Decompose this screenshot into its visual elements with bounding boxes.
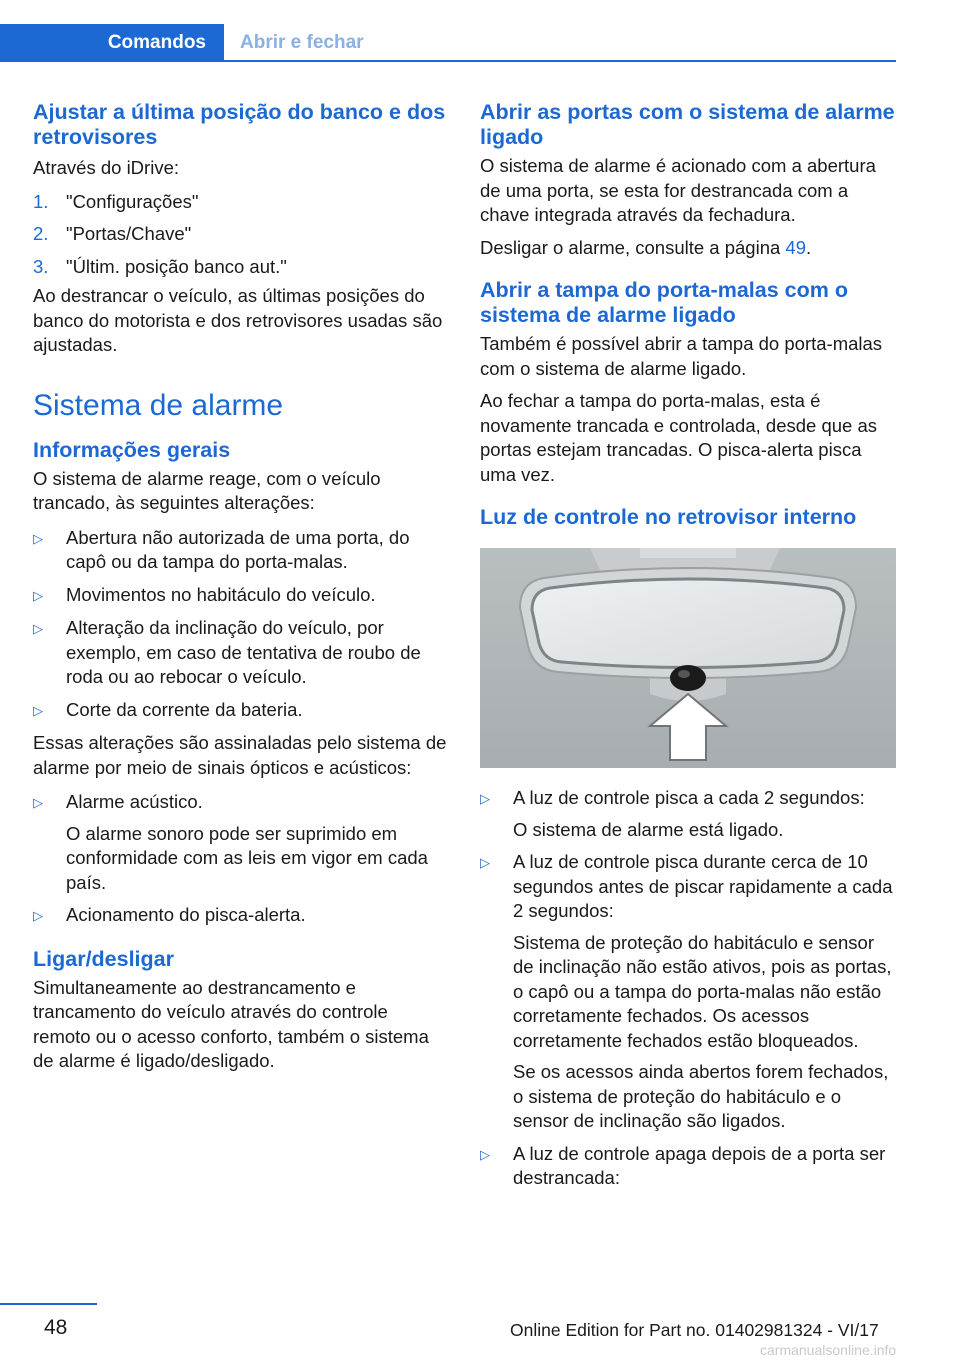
list-item: 3. "Últim. posição banco aut." [33,255,287,277]
right-column [480,100,896,1199]
heading-ligar-desligar: Ligar/desligar [33,946,174,971]
list-item: ▷ Movimentos no habitáculo do veículo. [33,583,449,617]
rearview-mirror-figure [480,548,896,768]
heading-luz-de-controle: Luz de controle no retrovisor interno [480,505,857,529]
list-item: 2. "Portas/Chave" [33,223,192,244]
header-rule [224,60,896,62]
triangle-bullet-icon: ▷ [480,855,490,870]
triangle-bullet-icon: ▷ [33,587,43,603]
para-fechar: Ao fechar a tampa do porta-malas, esta é novamente trancada e controlada, desde que as portas estejam trancadas. O pisca-alerta pisca uma vez. [480,390,878,485]
list-item: ▷ Alteração da inclinação do veículo, por exemplo, em caso de tentativa de roubo de roda ou ao rebocar o veículo. [33,616,449,698]
para-ligar: Simultaneamente ao destrancamento e trancamento do veículo através do controle remoto ou o acesso conforto, também o sistema de alarme é ligado/desligado. [33,976,429,1071]
heading-ajustar: Ajustar a última posição do banco e dos retrovisores [33,100,446,149]
triangle-bullet-icon: ▷ [33,621,43,636]
tab-abrir-e-fechar: Abrir e fechar [240,32,364,53]
footer-rule [0,1303,97,1305]
para-destrancar: Ao destrancar o veículo, as últimas posições do banco do motorista e dos retrovisores usadas são ajustadas. [33,285,443,355]
para-desligar: Desligar o alarme, consulte a página 49. [480,236,812,258]
list-item: ▷ Corte da corrente da bateria. [33,698,449,732]
triangle-bullet-icon: ▷ [480,791,490,806]
para-idrive: Através do iDrive: [33,157,179,178]
heading-tampa-porta-malas: Abrir a tampa do porta-malas com o sistema de alarme ligado [480,278,848,327]
left-column [33,100,449,1074]
para-assinaladas: Essas alterações são assinaladas pelo sistema de alarme por meio de sinais ópticos e acústicos: [33,732,447,778]
page-number: 48 [44,1316,68,1339]
bullets-sinais [33,790,449,937]
watermark: carmanualsonline.info [760,1342,897,1358]
edition-text: Online Edition for Part no. 01402981324 - VI/17 [510,1320,879,1340]
tab-comandos: Comandos [0,24,224,62]
heading-informacoes-gerais: Informações gerais [33,437,231,462]
bullets-alteracoes [33,526,449,732]
triangle-bullet-icon: ▷ [33,908,43,923]
list-item: ▷ Acionamento do pisca-alerta. [33,903,449,937]
page-link-49[interactable]: 49 [785,236,806,258]
para-acionado: O sistema de alarme é acionado com a abertura de uma porta, se esta for destrancada com a chave integrada através da fechadura. [480,155,876,225]
para-reage: O sistema de alarme reage, com o veículo trancado, às seguintes alterações: [33,467,381,513]
bullets-luz-controle [480,786,896,1199]
list-item: ▷ Abertura não autorizada de uma porta, do capô ou da tampa do porta-malas. [33,526,449,583]
list-item: ▷ A luz de controle pisca a cada 2 segundos: O sistema de alarme está ligado. [480,786,896,850]
list-item: ▷ Alarme acústico. O alarme sonoro pode ser suprimido em conformidade com as leis em vigor em cada país. [33,790,449,903]
para-possivel: Também é possível abrir a tampa do porta-malas com o sistema de alarme ligado. [480,333,883,379]
triangle-bullet-icon: ▷ [33,702,43,718]
heading-abrir-portas: Abrir as portas com o sistema de alarme ligado [480,100,895,149]
triangle-bullet-icon: ▷ [33,530,43,546]
list-item: 1. "Configurações" [33,190,199,212]
triangle-bullet-icon: ▷ [480,1146,490,1162]
list-item: ▷ A luz de controle pisca durante cerca de 10 segundos antes de piscar rapidamente a cada 2 segundos: Sistema de proteção do habitáculo e sensor de inclinação não estão ativos, pois as portas, o capô ou a tampa do porta-malas não estão corretamente fechados. Os acessos corretamente fechados estão bloqueados. Se os acessos ainda abertos forem fechados, o sistema de proteção do habitáculo e o sensor de inclinação são ligados. [480,850,896,1142]
list-item: ▷ A luz de controle apaga depois de a porta ser destrancada: [480,1142,896,1199]
steps-list [33,187,449,285]
triangle-bullet-icon: ▷ [33,795,43,810]
heading-sistema-de-alarme: Sistema de alarme [33,388,284,422]
